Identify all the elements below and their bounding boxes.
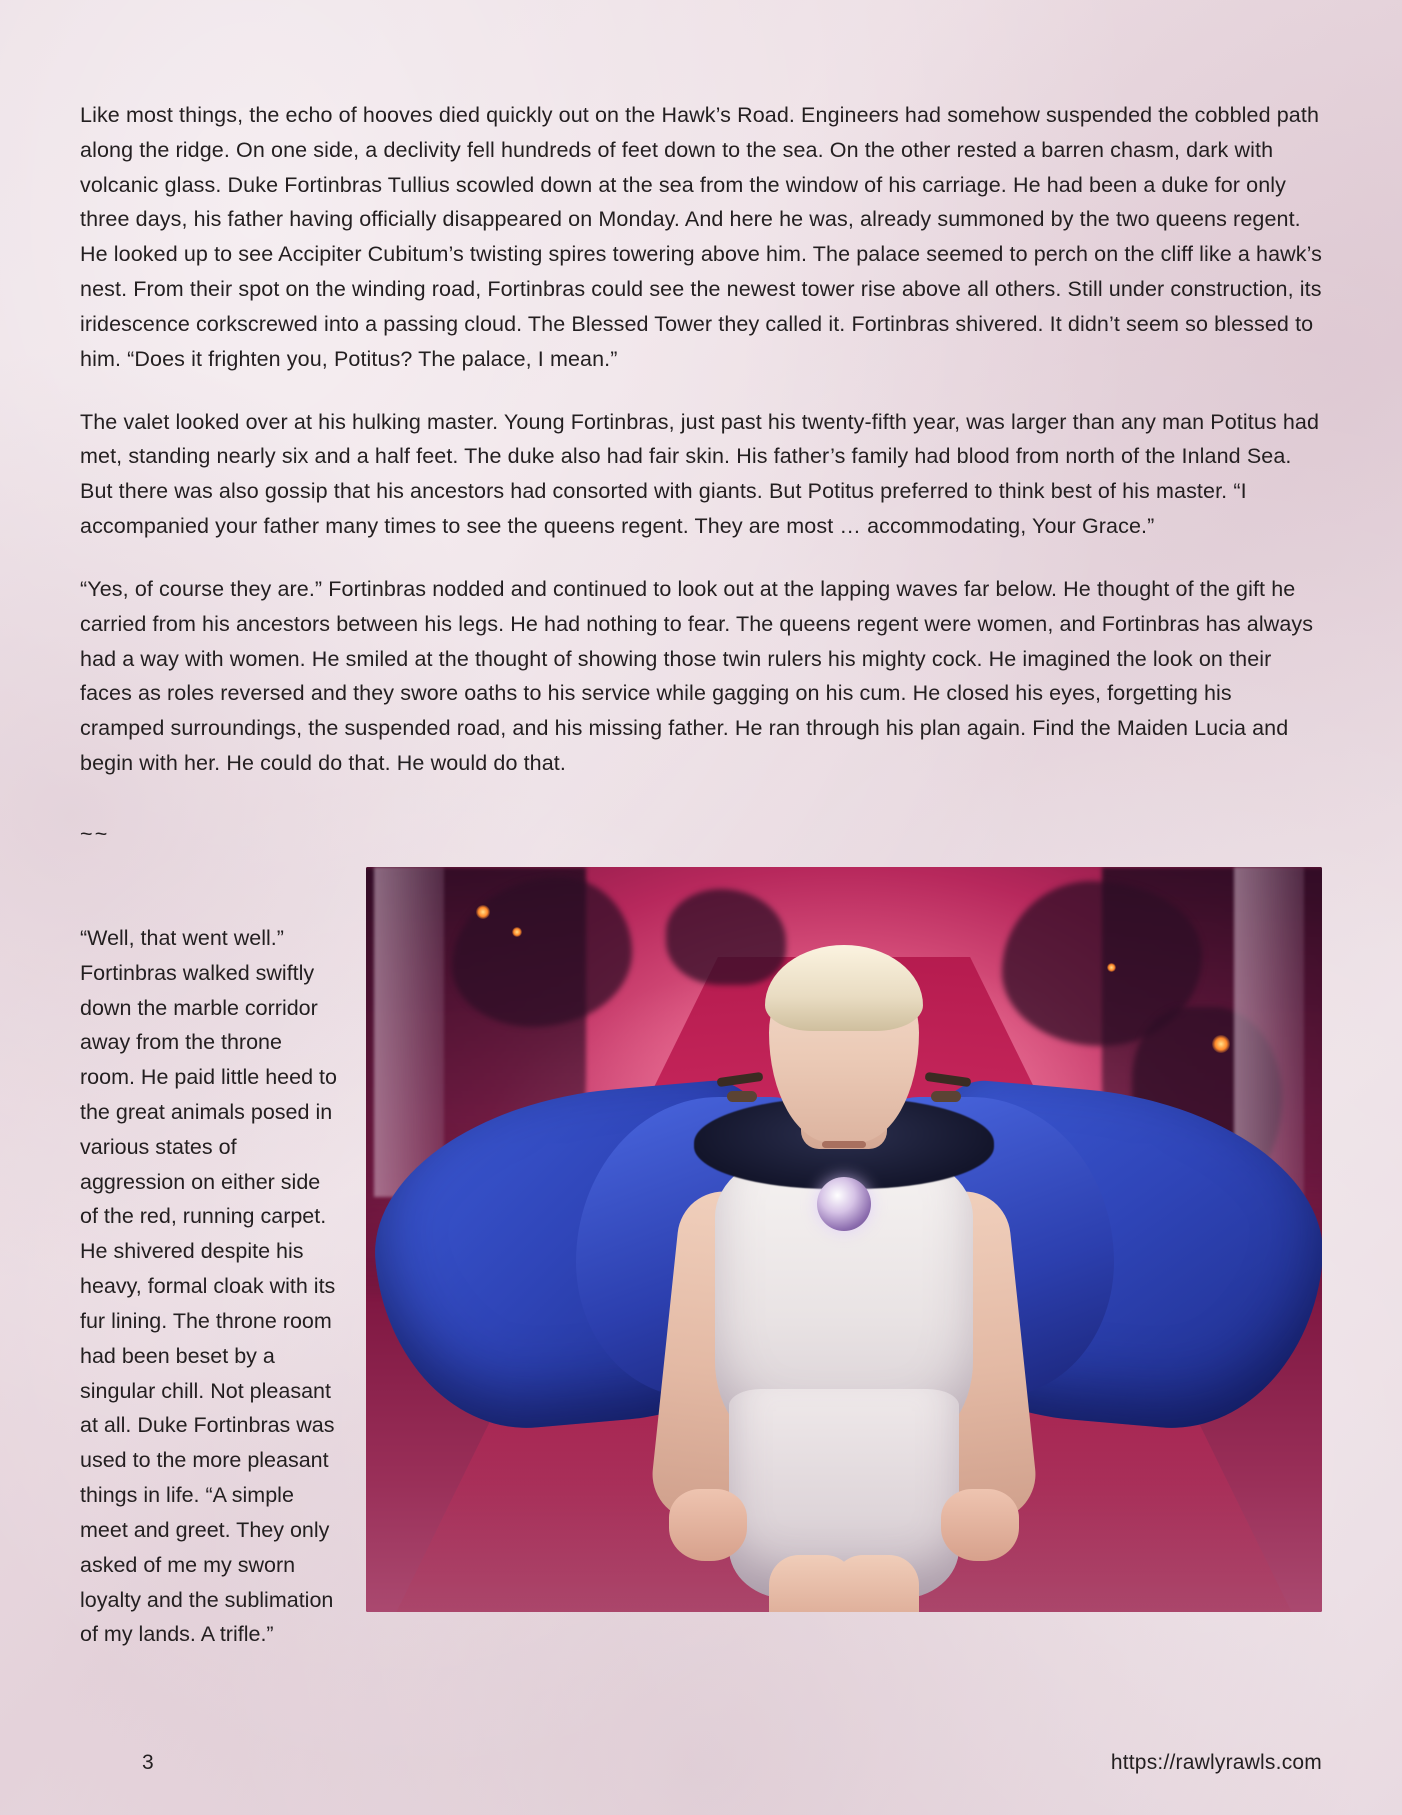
hair (765, 945, 923, 1031)
ember-light-2 (512, 927, 522, 937)
site-url[interactable]: https://rawlyrawls.com (1110, 1751, 1322, 1774)
figure-fortinbras (629, 919, 1059, 1612)
page-footer (80, 1751, 1322, 1775)
illustrated-section (80, 867, 1322, 1652)
brow-right (717, 1072, 764, 1087)
side-column-paragraph: “Well, that went well.” Fortinbras walked swiftly down the marble corridor away from the throne room. He paid little heed to the great animals posed in various states of aggression on either side of the red, running carpet. He shivered despite his heavy, formal cloak with its fur lining. The throne room had been beset by a singular chill. Not pleasant at all. Duke Fortinbras was used to the more pleasant things in life. “A simple meet and greet. They only asked of me my sworn loyalty and the sublimation of my lands. A trifle.” (80, 925, 337, 1647)
side-column (80, 867, 342, 1652)
fist-right (941, 1489, 1019, 1561)
paragraph-1: Like most things, the echo of hooves died quickly out on the Hawk’s Road. Engineers had somehow suspended the cobbled path along the ridge. On one side, a declivity fell hundreds of feet down to the sea. On the other rested a barren chasm, dark with volcanic glass. Duke Fortinbras Tullius scowled down at the sea from the window of his carriage. He had been a duke for only three days, his father having officially disappeared on Monday. And here he was, already summoned by the two queens regent. He looked up to see Accipiter Cubitum’s twisting spires towering above him. The palace seemed to perch on the cliff like a hawk’s nest. From their spot on the winding road, Fortinbras could see the newest tower rise above all others. Still under construction, its iridescence corkscrewed into a passing cloud. The Blessed Tower they called it. Fortinbras shivered. It didn’t seem so blessed to him. “Does it frighten you, Potitus? The palace, I mean.” (80, 103, 1323, 371)
leg-right (833, 1555, 919, 1612)
story-body (80, 98, 1322, 781)
eye-right (727, 1091, 757, 1102)
eye-left (931, 1091, 961, 1102)
illustration-fortinbras-corridor (366, 867, 1322, 1612)
paragraph-3: “Yes, of course they are.” Fortinbras nodded and continued to look out at the lapping waves far below. He thought of the gift he carried from his ancestors between his legs. He had nothing to fear. The queens regent were women, and Fortinbras has always had a way with women. He smiled at the thought of showing those twin rulers his mighty cock. He imagined the look on their faces as roles reversed and they swore oaths to his service while gagging on his cum. He closed his eyes, forgetting his cramped surroundings, the suspended road, and his missing father. He ran through his plan again. Find the Maiden Lucia and begin with her. He could do that. He would do that. (80, 576, 1314, 776)
ember-light-1 (476, 905, 490, 919)
cloak-brooch (817, 1177, 871, 1231)
brow-left (925, 1072, 972, 1087)
mouth (822, 1141, 866, 1148)
ember-light-4 (1107, 963, 1116, 972)
fist-left (669, 1489, 747, 1561)
page-number: 3 (142, 1751, 154, 1774)
section-break: ~~ (80, 821, 110, 846)
paragraph-2: The valet looked over at his hulking master. Young Fortinbras, just past his twenty-fifth year, was larger than any man Potitus had met, standing nearly six and a half feet. The duke also had fair skin. His father’s family had blood from north of the Inland Sea. But there was also gossip that his ancestors had consorted with giants. But Potitus preferred to think best of his master. “I accompanied your father many times to see the queens regent. They are most … accommodating, Your Grace.” (80, 409, 1320, 539)
ember-light-3 (1212, 1035, 1230, 1053)
pillar-left (374, 867, 444, 1197)
